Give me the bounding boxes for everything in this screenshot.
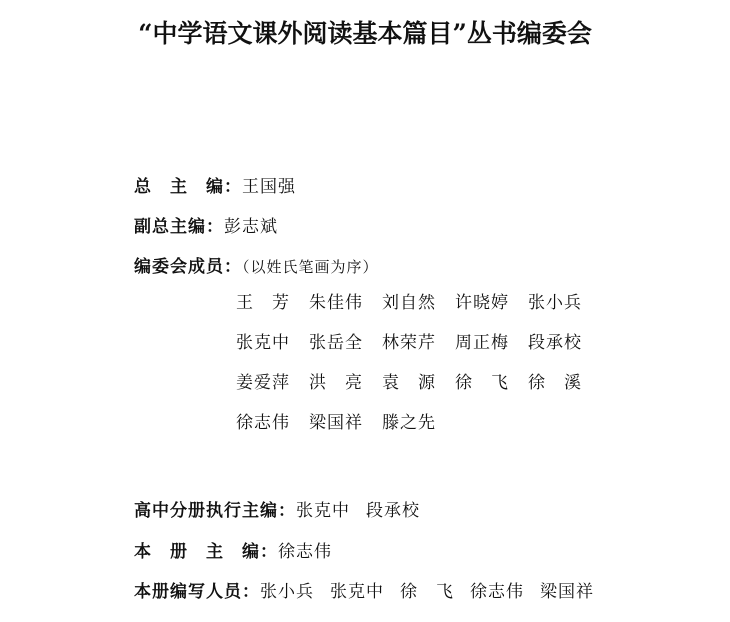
page-title: “中学语文课外阅读基本篇目”丛书编委会 — [138, 19, 592, 48]
committee-label: 编委会成员： — [134, 257, 242, 277]
member-name: 徐 溪 — [528, 373, 582, 393]
executive-editors-label: 高中分册执行主编： — [134, 501, 296, 521]
chief-editor-label: 总 主 编： — [134, 177, 242, 197]
member-name: 张克中 — [236, 333, 290, 353]
executive-editors-row — [134, 500, 436, 522]
member-name: 林荣芹 — [382, 333, 436, 353]
volume-writer-name: 徐 飞 — [400, 582, 454, 602]
executive-editor-name: 张克中 — [296, 501, 350, 521]
member-row — [236, 332, 601, 372]
volume-writer-name: 张小兵 — [260, 582, 314, 602]
committee-row — [134, 256, 379, 278]
member-name: 张岳全 — [309, 333, 363, 353]
executive-editor-name: 段承校 — [366, 501, 420, 521]
member-name: 许晓婷 — [455, 293, 509, 313]
volume-editor-name: 徐志伟 — [278, 542, 332, 562]
chief-editor-row — [134, 176, 296, 198]
committee-order-note: （以姓氏笔画为序） — [242, 258, 379, 276]
volume-writers-label: 本册编写人员： — [134, 582, 260, 602]
member-name: 袁 源 — [382, 373, 436, 393]
volume-editor-label: 本 册 主 编： — [134, 542, 278, 562]
member-name: 段承校 — [528, 333, 582, 353]
member-name: 滕之先 — [382, 413, 436, 433]
volume-writer-name: 张克中 — [330, 582, 384, 602]
member-name: 洪 亮 — [309, 373, 363, 393]
volume-editor-row — [134, 541, 332, 563]
member-name: 张小兵 — [528, 293, 582, 313]
deputy-chief-editor-name: 彭志斌 — [224, 217, 278, 237]
volume-writer-name: 徐志伟 — [470, 582, 524, 602]
volume-writer-name: 梁国祥 — [540, 582, 594, 602]
member-name: 姜爱萍 — [236, 373, 290, 393]
member-row — [236, 292, 601, 332]
member-row — [236, 412, 601, 452]
deputy-chief-editor-row — [134, 216, 278, 238]
member-name: 刘自然 — [382, 293, 436, 313]
member-name: 徐 飞 — [455, 373, 509, 393]
member-row — [236, 372, 601, 412]
member-name: 朱佳伟 — [309, 293, 363, 313]
chief-editor-name: 王国强 — [242, 177, 296, 197]
volume-writers-row — [134, 581, 610, 603]
committee-members — [236, 292, 601, 452]
member-name: 周正梅 — [455, 333, 509, 353]
member-name: 梁国祥 — [309, 413, 363, 433]
member-name: 徐志伟 — [236, 413, 290, 433]
member-name: 王 芳 — [236, 293, 290, 313]
deputy-chief-editor-label: 副总主编： — [134, 217, 224, 237]
